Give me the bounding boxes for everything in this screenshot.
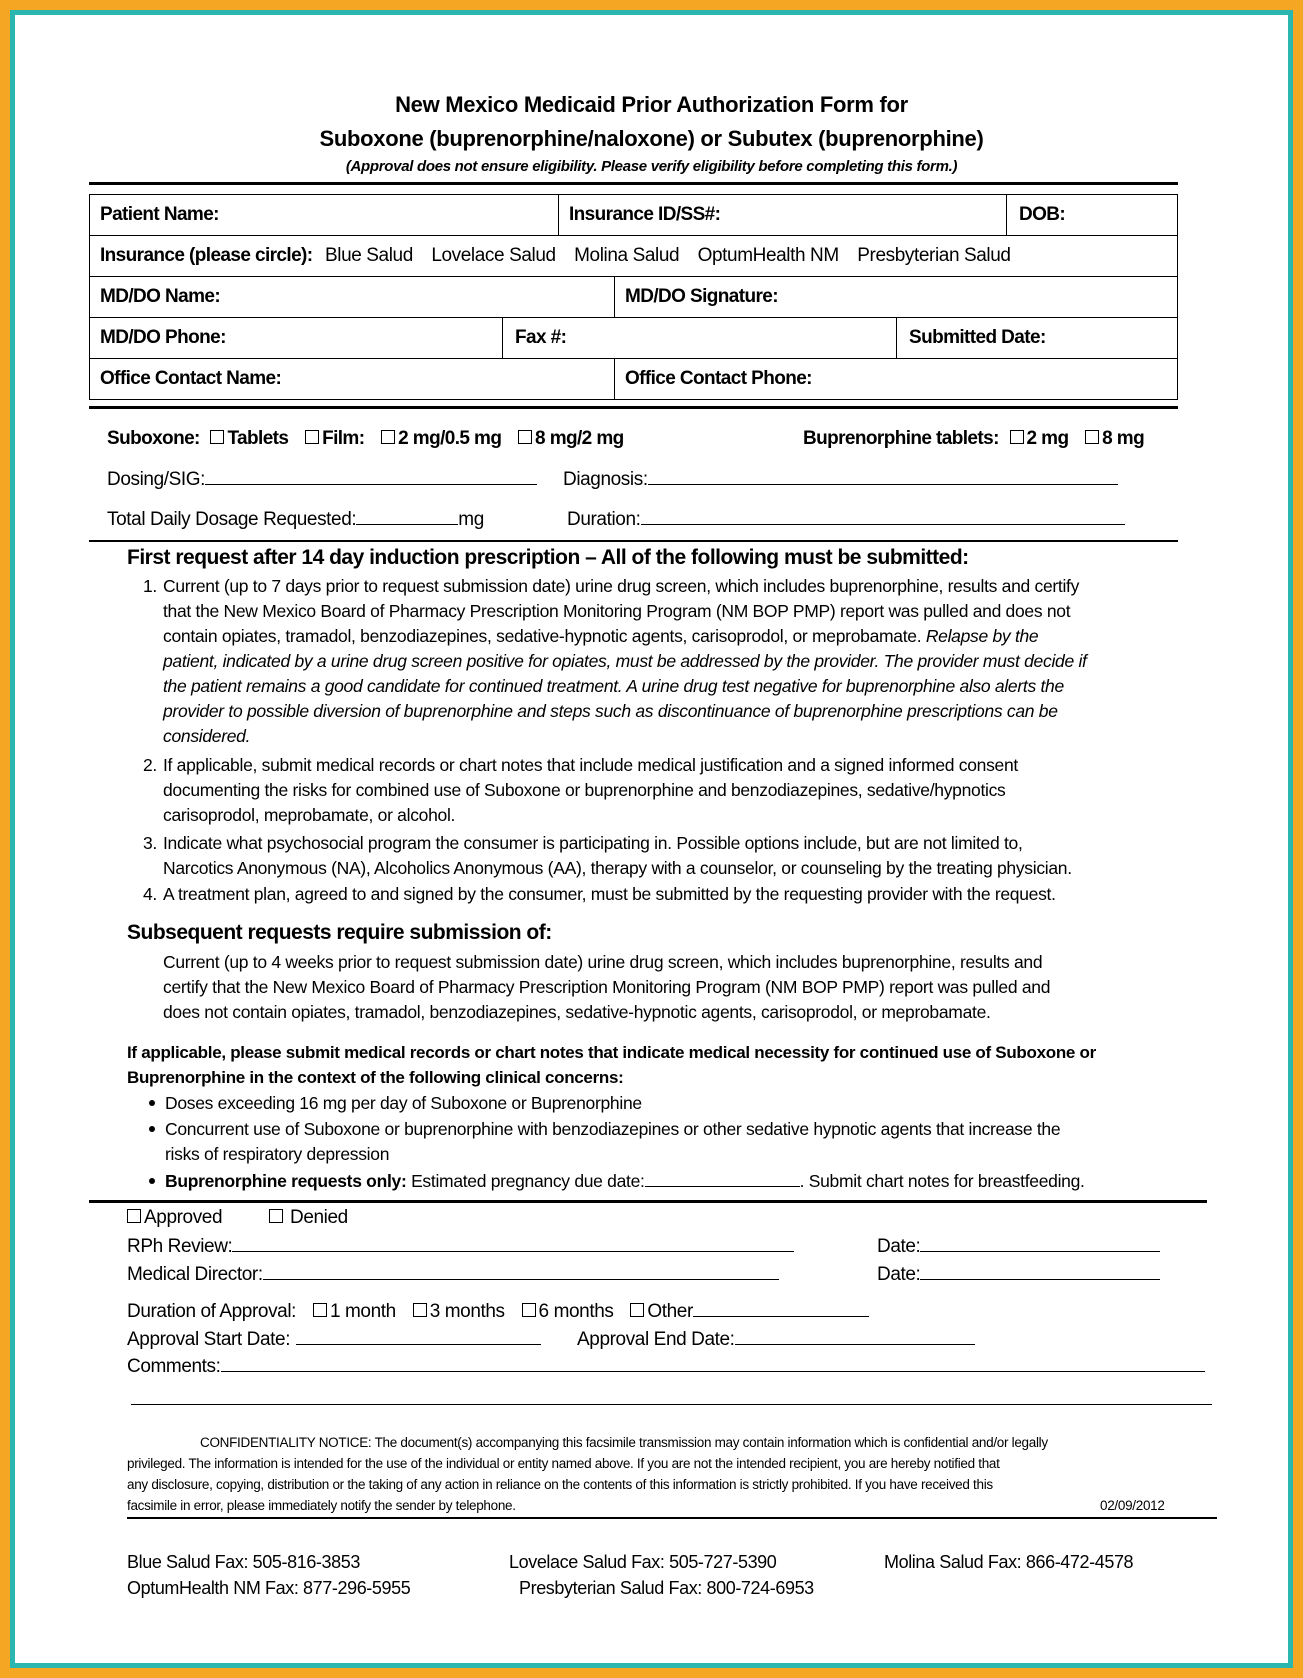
medical-director-row [127, 1263, 779, 1286]
item2-line1: If applicable, submit medical records or chart notes that include medical justification and a signed informed consent [163, 755, 1018, 775]
suboxone-label: Suboxone: [107, 428, 200, 449]
medical-director-input[interactable] [263, 1263, 779, 1280]
duration-1-month-label: 1 month [329, 1301, 396, 1322]
fax-optumhealth-nm: OptumHealth NM Fax: 877-296-5955 [127, 1578, 411, 1598]
bup-8mg-checkbox[interactable] [1085, 430, 1099, 444]
dose-2mg-05mg-checkbox[interactable] [381, 430, 395, 444]
duration-row [567, 508, 1125, 531]
md-phone-label: MD/DO Phone: [100, 327, 226, 348]
item1-line5: the patient remains a good candidate for continued treatment. A urine drug test negative for buprenorphine also alerts the [163, 676, 1064, 696]
bullet2-text-line1: Concurrent use of Suboxone or buprenorphine with benzodiazepines or other sedative hypnotic agents that increase the [165, 1119, 1061, 1139]
dosing-label: Dosing/SIG: [107, 469, 206, 490]
item2-number: 2. [143, 755, 157, 775]
bup-2mg-checkbox[interactable] [1010, 430, 1024, 444]
duration-approval-label: Duration of Approval: [127, 1301, 297, 1322]
start-date-row [127, 1328, 541, 1351]
bullet1-text: Doses exceeding 16 mg per day of Suboxone or Buprenorphine [165, 1093, 642, 1113]
item1-line4: patient, indicated by a urine drug screen positive for opiates, must be addressed by the provider. The provider must decide if [163, 651, 1087, 671]
confidentiality-line2: privileged. The information is intended for the use of the individual or entity named above. If you are not the intended recipient, you are hereby notified that [127, 1456, 1000, 1471]
buprenorphine-row [803, 428, 1144, 450]
confidentiality-line1: CONFIDENTIALITY NOTICE: The document(s) accompanying this facsimile transmission may contain information which is confidential and/or legally [200, 1435, 1048, 1450]
suboxone-row [107, 428, 624, 450]
subsequent-line3: does not contain opiates, tramadol, benzodiazepines, sedative-hypnotic agents, carisoprodol, or meprobamate. [163, 1002, 991, 1022]
insurance-label: Insurance (please circle): [100, 245, 313, 266]
total-daily-label: Total Daily Dosage Requested: [107, 509, 357, 530]
insurance-id-field[interactable] [558, 194, 1007, 236]
duration-6-months-checkbox[interactable] [522, 1303, 536, 1317]
item1-line3-italic: Relapse by the [925, 626, 1039, 646]
bullet1 [149, 1091, 642, 1116]
confidentiality-line3: any disclosure, copying, distribution or the taking of any action in reliance on the contents of this information is strictly prohibited. If you have received this [127, 1477, 993, 1492]
duration-3-months-label: 3 months [429, 1301, 505, 1322]
item1-number: 1. [143, 576, 157, 596]
item4-line1: A treatment plan, agreed to and signed by the consumer, must be submitted by the requesting provider with the request. [163, 884, 1056, 904]
fax-molina-salud: Molina Salud Fax: 866-472-4578 [884, 1552, 1134, 1572]
insurance-option-molina-salud[interactable]: Molina Salud [574, 245, 680, 266]
film-label: Film: [322, 428, 365, 449]
dob-label: DOB: [1019, 204, 1066, 225]
fax-field[interactable] [502, 317, 897, 359]
item1-line3 [163, 624, 1038, 649]
item3-number: 3. [143, 833, 157, 853]
subsequent-heading: Subsequent requests require submission of: [127, 921, 552, 944]
rph-review-row [127, 1235, 794, 1258]
bullet-icon [149, 1100, 155, 1106]
bullet3-bold: Buprenorphine requests only: [165, 1171, 407, 1191]
duration-approval-row [127, 1300, 869, 1323]
item3-line1: Indicate what psychosocial program the consumer is participating in. Possible options include, but are not limited to, [163, 833, 1023, 853]
bullet3-text-b: . Submit chart notes for breastfeeding. [799, 1171, 1085, 1191]
duration-other-input[interactable] [693, 1300, 869, 1317]
first-request-heading: First request after 14 day induction prescription – All of the following must be submitted: [127, 546, 969, 569]
diagnosis-label: Diagnosis: [563, 469, 648, 490]
bullet-icon [149, 1126, 155, 1132]
header-rule [89, 182, 1178, 185]
tablets-checkbox[interactable] [210, 430, 224, 444]
md-name-field[interactable] [89, 276, 615, 318]
start-date-label: Approval Start Date: [127, 1329, 291, 1350]
office-contact-phone-field[interactable] [614, 358, 1178, 400]
form-date: 02/09/2012 [1100, 1498, 1165, 1513]
dose-2mg-05mg-label: 2 mg/0.5 mg [398, 428, 502, 449]
office-contact-name-field[interactable] [89, 358, 615, 400]
md-name-label: MD/DO Name: [100, 286, 221, 307]
bullet-icon [149, 1178, 155, 1184]
comments-label: Comments: [127, 1356, 221, 1377]
tablets-label: Tablets [227, 428, 289, 449]
rph-review-label: RPh Review: [127, 1236, 233, 1257]
denied-checkbox[interactable] [269, 1209, 283, 1223]
bullet3-text-a: Estimated pregnancy due date: [411, 1171, 645, 1191]
bullet2-text-line2: risks of respiratory depression [165, 1144, 390, 1164]
item2-line2: documenting the risks for combined use of Suboxone or buprenorphine and benzodiazepines, sedative/hypnotics [163, 780, 1006, 800]
insurance-id-label: Insurance ID/SS#: [569, 204, 721, 225]
duration-1-month-checkbox[interactable] [313, 1303, 327, 1317]
dob-field[interactable] [1006, 194, 1178, 236]
end-date-label: Approval End Date: [577, 1329, 735, 1350]
table-bottom-rule [89, 406, 1178, 409]
mg-unit-label: mg [458, 509, 484, 530]
applicable-line1: If applicable, please submit medical records or chart notes that indicate medical necessity for continued use of Suboxone or [127, 1043, 1096, 1062]
bullet3 [149, 1169, 1085, 1194]
rph-date-input[interactable] [920, 1235, 1160, 1252]
item1-line3-regular: contain opiates, tramadol, benzodiazepines, sedative-hypnotic agents, carisoprodol, or meprobamate. [163, 626, 922, 646]
total-daily-row [107, 508, 484, 531]
rph-date-row [877, 1235, 1160, 1258]
buprenorphine-tablets-label: Buprenorphine tablets: [803, 428, 999, 449]
approved-label: Approved [144, 1207, 223, 1228]
comments-input[interactable] [221, 1355, 1205, 1372]
diagnosis-row [563, 468, 1118, 491]
dosing-row [107, 468, 537, 491]
form-title-line1: New Mexico Medicaid Prior Authorization Form for [395, 92, 908, 117]
form-subtitle: (Approval does not ensure eligibility. Please verify eligibility before completing this form.) [345, 158, 958, 175]
rph-date-label: Date: [877, 1236, 921, 1257]
dosing-input[interactable] [205, 468, 537, 485]
bullet2 [149, 1117, 1060, 1142]
duration-input[interactable] [641, 508, 1125, 525]
approved-checkbox[interactable] [127, 1209, 141, 1223]
patient-name-field[interactable] [89, 194, 559, 236]
confidentiality-rule [127, 1517, 1217, 1519]
md-date-row [877, 1263, 1160, 1286]
medical-director-label: Medical Director: [127, 1264, 263, 1285]
bup-8mg-label: 8 mg [1102, 428, 1145, 449]
start-date-input[interactable] [296, 1328, 541, 1345]
duration-6-months-label: 6 months [538, 1301, 614, 1322]
confidentiality-line4: facsimile in error, please immediately notify the sender by telephone. [127, 1498, 516, 1513]
subsequent-line2: certify that the New Mexico Board of Pharmacy Prescription Monitoring Program (NM BOP PMP) report was pulled and [163, 977, 1051, 997]
fax-presbyterian-salud: Presbyterian Salud Fax: 800-724-6953 [519, 1578, 814, 1598]
film-checkbox[interactable] [305, 430, 319, 444]
fax-lovelace-salud: Lovelace Salud Fax: 505-727-5390 [509, 1552, 777, 1572]
office-contact-phone-label: Office Contact Phone: [625, 368, 812, 389]
insurance-row [89, 235, 1178, 277]
insurance-option-blue-salud[interactable]: Blue Salud [324, 245, 413, 266]
insurance-option-optumhealth-nm[interactable]: OptumHealth NM [697, 245, 839, 266]
md-phone-field[interactable] [89, 317, 503, 359]
duration-other-checkbox[interactable] [630, 1303, 644, 1317]
dose-8mg-2mg-checkbox[interactable] [518, 430, 532, 444]
item1-line6: provider to possible diversion of buprenorphine and steps such as discontinuance of buprenorphine prescriptions can be [163, 701, 1058, 721]
denied-label: Denied [290, 1207, 348, 1228]
review-top-rule [89, 1200, 1207, 1203]
item2-line3: carisoprodol, meprobamate, or alcohol. [163, 805, 456, 825]
duration-3-months-checkbox[interactable] [413, 1303, 427, 1317]
insurance-option-lovelace-salud[interactable]: Lovelace Salud [431, 245, 556, 266]
md-signature-field[interactable] [614, 276, 1178, 318]
bup-2mg-label: 2 mg [1026, 428, 1069, 449]
end-date-row [577, 1328, 975, 1351]
item1-line1: Current (up to 7 days prior to request submission date) urine drug screen, which includes buprenorphine, results and certify [163, 576, 1080, 596]
form-title-line2: Suboxone (buprenorphine/naloxone) or Subutex (buprenorphine) [319, 126, 984, 151]
diagnosis-input[interactable] [648, 468, 1118, 485]
office-contact-name-label: Office Contact Name: [100, 368, 282, 389]
item4-number: 4. [143, 884, 157, 904]
drug-section-rule [89, 540, 1178, 542]
duration-label: Duration: [567, 509, 641, 530]
patient-name-label: Patient Name: [100, 204, 219, 225]
pregnancy-due-date-input[interactable] [645, 1170, 800, 1187]
decision-row [127, 1207, 348, 1229]
total-daily-input[interactable] [356, 508, 458, 525]
subsequent-line1: Current (up to 4 weeks prior to request submission date) urine drug screen, which includes buprenorphine, results and [163, 952, 1043, 972]
fax-label: Fax #: [515, 327, 567, 348]
end-date-input[interactable] [735, 1328, 975, 1345]
fax-blue-salud: Blue Salud Fax: 505-816-3853 [127, 1552, 360, 1572]
comments-row [127, 1355, 1205, 1378]
dose-8mg-2mg-label: 8 mg/2 mg [535, 428, 624, 449]
item1-line2: that the New Mexico Board of Pharmacy Prescription Monitoring Program (NM BOP PMP) report was pulled and does not [163, 601, 1071, 621]
submitted-date-label: Submitted Date: [909, 327, 1046, 348]
insurance-option-presbyterian-salud[interactable]: Presbyterian Salud [857, 245, 1011, 266]
rph-review-input[interactable] [232, 1235, 794, 1252]
applicable-line2: Buprenorphine in the context of the following clinical concerns: [127, 1068, 624, 1087]
md-date-input[interactable] [920, 1263, 1160, 1280]
md-date-label: Date: [877, 1264, 921, 1285]
md-signature-label: MD/DO Signature: [625, 286, 778, 307]
item3-line2: Narcotics Anonymous (NA), Alcoholics Anonymous (AA), therapy with a counselor, or counseling by the treating physician. [163, 858, 1072, 878]
duration-other-label: Other [647, 1301, 693, 1322]
comments-line2[interactable] [131, 1404, 1212, 1405]
submitted-date-field[interactable] [896, 317, 1178, 359]
item1-line7: considered. [163, 726, 251, 746]
